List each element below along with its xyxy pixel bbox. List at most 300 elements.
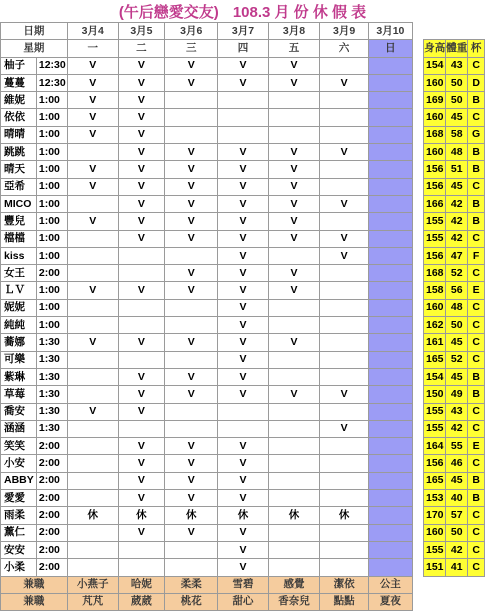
weight-cell: 42 [446,541,468,558]
day-cell: V [218,490,268,507]
gap-cell [412,230,423,247]
cup-cell: B [468,195,485,212]
day-cell: V [118,213,165,230]
date-header-cell: 3月9 [320,23,368,40]
day-cell [218,420,268,437]
weight-cell: 45 [446,109,468,126]
gap-cell [412,368,423,385]
day-cell [67,230,118,247]
staff-name: 笑笑 [1,438,37,455]
day-cell [67,368,118,385]
day-cell: V [218,161,268,178]
weight-cell: 52 [446,265,468,282]
day-cell [320,490,368,507]
day-cell [67,195,118,212]
start-time: 2:00 [36,265,67,282]
day-cell: V [118,334,165,351]
day-cell [67,351,118,368]
staff-name: 維妮 [1,92,37,109]
day-cell [368,265,412,282]
gap-cell [412,490,423,507]
cup-cell: B [468,144,485,161]
day-cell: V [218,230,268,247]
weight-cell: 43 [446,403,468,420]
gap-cell [446,593,468,610]
staff-name: ＬＶ [1,282,37,299]
day-cell: V [67,282,118,299]
start-time: 1:30 [36,351,67,368]
date-header-row [1,23,485,40]
day-cell: V [320,420,368,437]
gap-cell [412,541,423,558]
day-cell [368,368,412,385]
height-cell: 155 [424,230,446,247]
day-cell: V [268,57,320,74]
day-cell [320,472,368,489]
day-cell: V [218,144,268,161]
weekday-header-cell: 一 [67,40,118,57]
cup-cell: C [468,317,485,334]
part-time-name: 柔柔 [165,576,218,593]
day-cell [320,282,368,299]
day-cell: V [268,386,320,403]
weight-cell: 42 [446,420,468,437]
day-cell: V [165,334,218,351]
start-time: 2:00 [36,507,67,524]
weight-cell: 45 [446,368,468,385]
staff-name: 可樂 [1,351,37,368]
day-cell: V [165,144,218,161]
day-cell: V [118,403,165,420]
start-time: 1:00 [36,299,67,316]
height-cell: 156 [424,161,446,178]
schedule-row [1,265,485,282]
start-time: 1:00 [36,144,67,161]
day-cell [368,282,412,299]
day-cell [368,490,412,507]
cup-cell: B [468,92,485,109]
day-cell [320,178,368,195]
gap-cell [446,23,468,40]
start-time: 2:00 [36,438,67,455]
day-cell: V [165,161,218,178]
day-cell: V [118,490,165,507]
gap-cell [412,57,423,74]
day-cell: V [218,282,268,299]
day-cell [320,438,368,455]
gap-cell [412,299,423,316]
day-cell [118,351,165,368]
gap-cell [412,576,423,593]
staff-name: 愛愛 [1,490,37,507]
day-cell [368,213,412,230]
day-cell: V [118,92,165,109]
schedule-row [1,334,485,351]
schedule-row [1,282,485,299]
date-header-cell: 3月6 [165,23,218,40]
day-cell [165,126,218,143]
day-cell [368,57,412,74]
schedule-row [1,507,485,524]
schedule-row [1,386,485,403]
month-title: 108.3 月 份 休 假 表 [232,3,367,21]
day-cell: V [218,524,268,541]
day-cell: V [165,368,218,385]
weight-cell: 50 [446,524,468,541]
cup-cell: D [468,74,485,91]
cup-cell: C [468,299,485,316]
day-cell: V [268,213,320,230]
height-cell: 156 [424,247,446,264]
day-cell: V [268,161,320,178]
start-time: 1:30 [36,420,67,437]
day-cell [368,92,412,109]
day-cell: V [67,403,118,420]
day-cell: V [118,144,165,161]
staff-name: 純純 [1,317,37,334]
cup-cell: B [468,213,485,230]
day-cell: V [165,438,218,455]
gap-cell [412,23,423,40]
day-cell [368,541,412,558]
day-cell [165,247,218,264]
day-cell [268,317,320,334]
staff-name: 晴晴 [1,126,37,143]
day-cell: V [165,386,218,403]
height-cell: 165 [424,351,446,368]
day-cell [67,455,118,472]
day-cell [368,247,412,264]
day-cell [268,420,320,437]
part-time-label: 兼職 [1,576,68,593]
day-cell [368,455,412,472]
day-cell: V [165,472,218,489]
day-cell: V [67,74,118,91]
height-cell: 162 [424,317,446,334]
day-cell [368,386,412,403]
day-cell [368,317,412,334]
day-cell: V [118,524,165,541]
day-cell: V [218,57,268,74]
gap-cell [412,334,423,351]
schedule-row [1,195,485,212]
day-cell: V [320,230,368,247]
day-cell: 休 [118,507,165,524]
weight-cell: 40 [446,490,468,507]
day-cell: V [268,265,320,282]
weekday-header-cell: 日 [368,40,412,57]
schedule-row [1,317,485,334]
start-time: 12:30 [36,74,67,91]
schedule-row [1,144,485,161]
start-time: 1:00 [36,317,67,334]
day-cell [368,403,412,420]
height-cell: 155 [424,420,446,437]
cup-cell: C [468,541,485,558]
day-cell [165,299,218,316]
schedule-row [1,213,485,230]
day-cell [218,109,268,126]
height-cell: 155 [424,213,446,230]
gap-cell [424,23,446,40]
date-header-cell: 3月4 [67,23,118,40]
staff-name: 喬安 [1,403,37,420]
gap-cell [468,593,485,610]
day-cell [67,386,118,403]
day-cell: V [67,178,118,195]
day-cell [320,351,368,368]
gap-cell [412,559,423,576]
schedule-row [1,247,485,264]
start-time: 2:00 [36,490,67,507]
date-header-cell: 3月10 [368,23,412,40]
start-time: 1:00 [36,195,67,212]
day-cell: V [320,195,368,212]
height-cell: 170 [424,507,446,524]
cup-cell: C [468,559,485,576]
day-cell [268,455,320,472]
weekday-header-cell: 四 [218,40,268,57]
day-cell [320,368,368,385]
schedule-row [1,178,485,195]
day-cell [368,230,412,247]
height-cell: 153 [424,490,446,507]
weekday-header-row [1,40,485,57]
day-cell: V [268,230,320,247]
weekday-header-cell: 二 [118,40,165,57]
cup-cell: C [468,524,485,541]
day-cell: V [268,178,320,195]
weight-cell: 56 [446,282,468,299]
height-cell: 160 [424,109,446,126]
day-cell [67,559,118,576]
schedule-row [1,472,485,489]
start-time: 2:00 [36,455,67,472]
day-cell [67,247,118,264]
day-cell [67,317,118,334]
day-cell [368,144,412,161]
weight-cell: 48 [446,144,468,161]
day-cell: V [218,213,268,230]
schedule-row [1,438,485,455]
day-cell: V [268,195,320,212]
gap-cell [412,92,423,109]
part-time-name: 公主 [368,576,412,593]
gap-cell [412,126,423,143]
gap-cell [468,576,485,593]
day-cell [118,299,165,316]
cup-cell: C [468,351,485,368]
day-cell [320,455,368,472]
day-cell [268,490,320,507]
start-time: 1:00 [36,109,67,126]
day-cell [118,541,165,558]
part-time-name: 葳葳 [118,593,165,610]
day-cell: V [218,541,268,558]
schedule-row [1,490,485,507]
day-cell: V [165,282,218,299]
day-cell [368,472,412,489]
part-time-name: 芃芃 [67,593,118,610]
weight-cell: 41 [446,559,468,576]
day-cell [368,299,412,316]
staff-name: MICO [1,195,37,212]
day-cell: V [165,455,218,472]
height-cell: 155 [424,403,446,420]
height-cell: 158 [424,282,446,299]
start-time: 1:30 [36,334,67,351]
schedule-row [1,351,485,368]
day-cell: V [320,74,368,91]
part-time-name: 香奈兒 [268,593,320,610]
weight-cell: 50 [446,317,468,334]
day-cell: V [118,230,165,247]
day-cell: V [218,178,268,195]
start-time: 1:30 [36,368,67,385]
weekday-header-cell: 三 [165,40,218,57]
start-time: 12:30 [36,57,67,74]
schedule-row [1,455,485,472]
day-cell [368,126,412,143]
weight-cell: 49 [446,386,468,403]
staff-name: 安安 [1,541,37,558]
cup-cell: C [468,455,485,472]
day-cell: V [67,161,118,178]
day-cell [67,420,118,437]
part-time-row [1,593,485,610]
gap-cell [412,351,423,368]
weekday-label: 星期 [1,40,68,57]
day-cell: V [320,247,368,264]
day-cell [67,438,118,455]
part-time-label: 兼職 [1,593,68,610]
day-cell [118,265,165,282]
weight-cell: 43 [446,57,468,74]
day-cell [67,490,118,507]
day-cell: V [118,472,165,489]
height-header: 身高 [424,40,446,57]
day-cell: V [118,282,165,299]
cup-cell: C [468,230,485,247]
day-cell: V [165,490,218,507]
day-cell [165,559,218,576]
start-time: 1:00 [36,161,67,178]
staff-name: 依依 [1,109,37,126]
start-time: 1:00 [36,247,67,264]
day-cell: V [218,195,268,212]
schedule-row [1,74,485,91]
schedule-row [1,403,485,420]
day-cell: V [165,213,218,230]
day-cell [268,559,320,576]
cup-cell: C [468,178,485,195]
gap-cell [412,420,423,437]
cup-cell: B [468,368,485,385]
schedule-table [0,22,485,611]
weight-cell: 58 [446,126,468,143]
day-cell: V [218,351,268,368]
gap-cell [412,144,423,161]
day-cell: V [118,74,165,91]
gap-cell [412,386,423,403]
day-cell: V [118,109,165,126]
day-cell [320,524,368,541]
day-cell [268,524,320,541]
staff-name: 小柔 [1,559,37,576]
day-cell [67,144,118,161]
start-time: 1:00 [36,126,67,143]
day-cell: V [320,144,368,161]
weight-cell: 45 [446,472,468,489]
cup-cell: E [468,282,485,299]
gap-cell [412,507,423,524]
weight-cell: 50 [446,74,468,91]
day-cell [165,541,218,558]
height-cell: 155 [424,541,446,558]
part-time-name: 感覺 [268,576,320,593]
page-title [0,0,485,22]
date-header-cell: 3月5 [118,23,165,40]
staff-name: 雨柔 [1,507,37,524]
day-cell [268,368,320,385]
day-cell [118,317,165,334]
height-cell: 151 [424,559,446,576]
staff-name: 跳跳 [1,144,37,161]
gap-cell [412,524,423,541]
start-time: 1:00 [36,282,67,299]
staff-name: 薰仁 [1,524,37,541]
day-cell: V [118,455,165,472]
day-cell: V [268,74,320,91]
day-cell [368,524,412,541]
weight-cell: 48 [446,299,468,316]
day-cell: 休 [218,507,268,524]
day-cell [320,213,368,230]
day-cell [67,299,118,316]
weight-cell: 45 [446,334,468,351]
schedule-row [1,126,485,143]
height-cell: 168 [424,126,446,143]
weekday-header-cell: 六 [320,40,368,57]
day-cell [165,317,218,334]
day-cell: V [165,178,218,195]
gap-cell [412,178,423,195]
day-cell [368,178,412,195]
gap-cell [412,40,423,57]
day-cell: V [67,92,118,109]
day-cell [165,420,218,437]
weight-cell: 50 [446,92,468,109]
part-time-name: 桃花 [165,593,218,610]
gap-cell [446,576,468,593]
day-cell [368,351,412,368]
day-cell [368,74,412,91]
weight-cell: 57 [446,507,468,524]
day-cell: V [218,368,268,385]
day-cell [320,57,368,74]
weight-cell: 51 [446,161,468,178]
gap-cell [468,23,485,40]
cup-cell: C [468,403,485,420]
staff-name: 蕎娜 [1,334,37,351]
day-cell [67,472,118,489]
day-cell: V [118,195,165,212]
date-header-cell: 3月7 [218,23,268,40]
gap-cell [412,74,423,91]
day-cell: V [118,386,165,403]
day-cell [268,299,320,316]
day-cell: V [218,299,268,316]
